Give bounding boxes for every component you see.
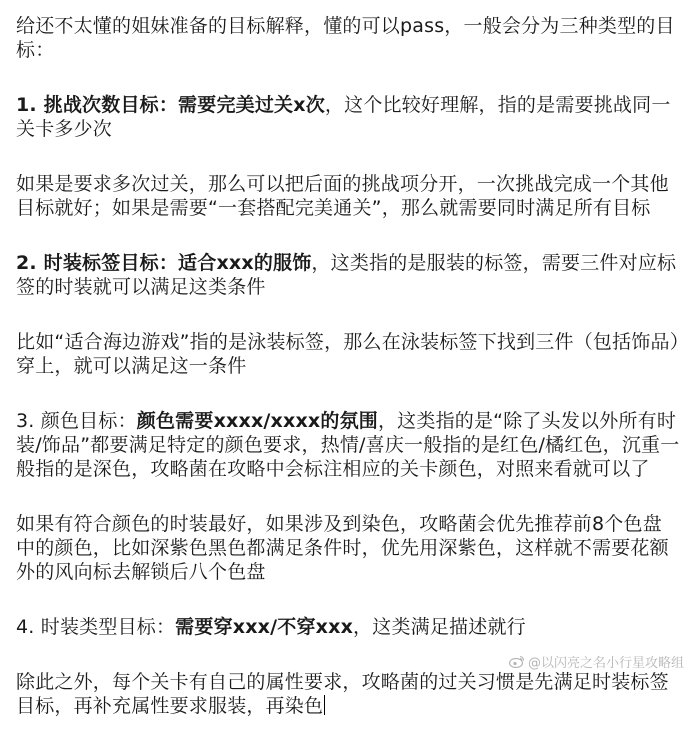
section-2-note: 比如“适合海边游戏”指的是泳装标签，那么在泳装标签下找到三件（包括饰品）穿上，就可以满足这一条件 <box>16 331 680 377</box>
watermark-text: @以闪亮之名小行星攻略组 <box>527 656 684 671</box>
closing-text: 除此之外，每个关卡有自己的属性要求，攻略菌的过关习惯是先满足时装标签目标，再补充属性要求服装，再染色 <box>16 671 669 717</box>
section-2-body: ，这类指的是服装的标签，需要三件对应标签的时装就可以满足这类条件 <box>16 252 677 298</box>
article-body <box>16 14 680 749</box>
section-3-note: 如果有符合颜色的时装最好，如果涉及到染色，攻略菌会优先推荐前8个色盘中的颜色，比如深紫色黑色都满足条件时，优先用深紫色，这样就不需要花额外的风向标去解锁后八个色盘 <box>16 513 669 583</box>
section-2-paragraph <box>16 251 680 299</box>
section-1-body: ，这个比较好理解，指的是需要挑战同一关卡多少次 <box>16 94 671 140</box>
section-1-note: 如果是要求多次过关，那么可以把后面的挑战项分开，一次挑战完成一个其他目标就好；如果是需要“一套搭配完美通关”，那么就需要同时满足所有目标 <box>16 173 669 219</box>
section-4-heading: 需要穿xxx/不穿xxx <box>175 616 354 638</box>
section-3-heading: 颜色需要xxxx/xxxx的氛围 <box>136 410 378 432</box>
section-2-heading: 2. 时装标签目标：适合xxx的服饰 <box>16 252 312 274</box>
section-3-heading-prefix: 3. 颜色目标： <box>16 410 137 432</box>
section-4-body: ，这类满足描述就行 <box>353 616 526 638</box>
section-1-paragraph <box>16 93 680 141</box>
closing-paragraph[interactable] <box>16 670 680 718</box>
section-4-paragraph <box>16 615 680 639</box>
weibo-watermark <box>509 652 684 671</box>
intro-paragraph: 给还不太懂的姐妹准备的目标解释，懂的可以pass，一般会分为三种类型的目标： <box>16 15 675 61</box>
section-4-heading-prefix: 4. 时装类型目标： <box>16 616 176 638</box>
section-3-paragraph <box>16 409 680 481</box>
section-3-body: ，这类指的是“除了头发以外所有时装/饰品”都要满足特定的颜色要求，热情/喜庆一般指的是红色/橘红色，沉重一般指的是深色，攻略菌在攻略中会标注相应的关卡颜色，对照来看就可以了 <box>16 410 680 480</box>
weibo-logo-icon <box>509 655 525 668</box>
section-1-heading: 1. 挑战次数目标：需要完美过关x次 <box>16 94 325 116</box>
text-cursor <box>324 695 325 715</box>
